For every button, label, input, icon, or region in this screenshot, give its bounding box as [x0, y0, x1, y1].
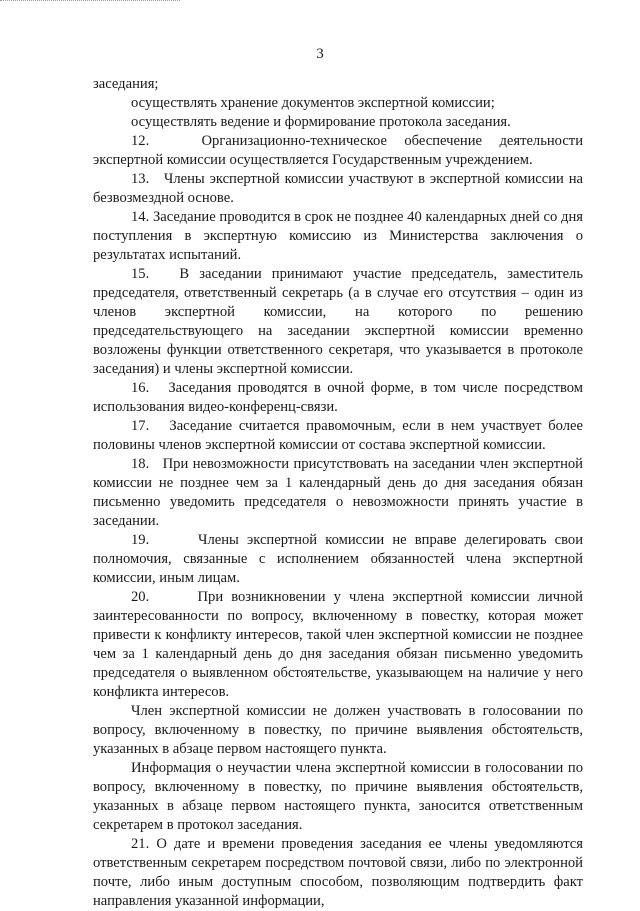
- paragraph-duty-protocol: осуществлять ведение и формирование протокола заседания.: [131, 114, 511, 130]
- paragraph-20-information: Информация о неучастии члена экспертной комиссии в голосовании по вопросу, включенному в повестку, по причине выявления обстоятельств, указанных в абзаце первом настоящего пункта, заносится ответственным секретарем в протокол заседания.: [93, 760, 583, 833]
- paragraph-15: 15. В заседании принимают участие председатель, заместитель председателя, ответственный секретарь (а в случае его отсутствия – один из членов экспертной комиссии, на которого по решению председательствующего на заседании экспертной комиссии временно возложены функции ответственного секретаря, что указывается в протоколе заседания) и члены экспертной комиссии.: [93, 266, 583, 377]
- paragraph-17: 17. Заседание считается правомочным, если в нем участвует более половины членов экспертной комиссии от состава экспертной комиссии.: [93, 418, 583, 453]
- paragraph-20-voting: Член экспертной комиссии не должен участвовать в голосовании по вопросу, включенному в повестку, по причине выявления обстоятельств, указанных в абзаце первом настоящего пункта.: [93, 703, 583, 757]
- paragraph-13: 13. Члены экспертной комиссии участвуют в экспертной комиссии на безвозмездной основе.: [93, 171, 583, 206]
- scan-artifact: [0, 0, 180, 4]
- paragraph-18: 18. При невозможности присутствовать на заседании член экспертной комиссии не позднее чем за 1 календарный день до дня заседания обязан письменно уведомить председателя о невозможности принять участие в заседании.: [93, 456, 583, 529]
- paragraph-20: 20. При возникновении у члена экспертной комиссии личной заинтересованности по вопросу, включенному в повестку, которая может привести к конфликту интересов, такой член экспертной комиссии не позднее чем за 1 календарный день до дня заседания обязан письменно уведомить председателя о выявленном обстоятельстве, указывающем на наличие у него конфликта интересов.: [93, 589, 583, 700]
- paragraph-14: 14. Заседание проводится в срок не позднее 40 календарных дней со дня поступления в экспертную комиссию из Министерства заключения о результатах испытаний.: [93, 209, 583, 263]
- document-body: [93, 75, 583, 911]
- page-number: 3: [316, 46, 324, 62]
- paragraph-continuation: заседания;: [93, 76, 159, 92]
- paragraph-16: 16. Заседания проводятся в очной форме, в том числе посредством использования видео-конференц-связи.: [93, 380, 583, 415]
- paragraph-duty-storage: осуществлять хранение документов экспертной комиссии;: [131, 95, 495, 111]
- paragraph-21: 21. О дате и времени проведения заседания ее члены уведомляются ответственным секретарем посредством почтовой связи, либо по электронной почте, либо иным доступным способом, позволяющим подтвердить факт направления указанной информации,: [93, 836, 583, 909]
- paragraph-19: 19. Члены экспертной комиссии не вправе делегировать свои полномочия, связанные с исполнением обязанностей члена экспертной комиссии, иным лицам.: [93, 532, 583, 586]
- paragraph-12: 12. Организационно-техническое обеспечение деятельности экспертной комиссии осуществляется Государственным учреждением.: [93, 133, 583, 168]
